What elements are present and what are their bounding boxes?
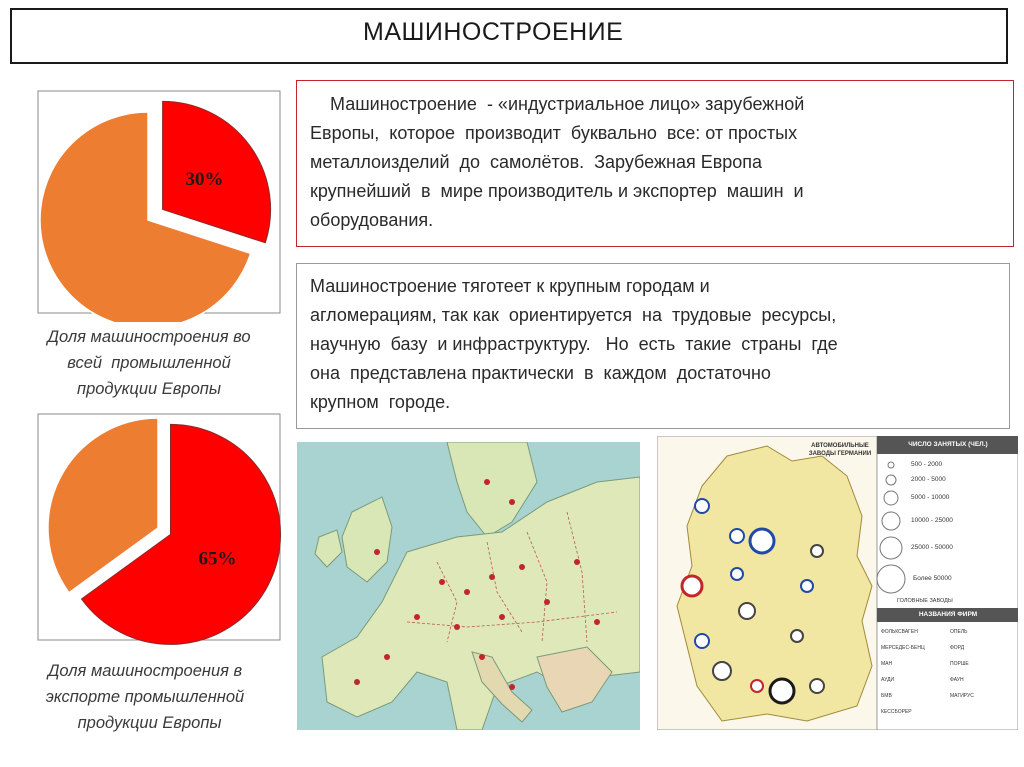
firm-kassbohrer: КЕССБОРЕР	[881, 709, 912, 715]
firm-mercedes: МЕРСЕДЕС-БЕНЦ	[881, 645, 925, 651]
location-text: Машиностроение тяготеет к крупным городам и агломерациям, так как ориентируется на трудовые ресурсы, научную базу и инфраструктуру. Но есть такие страны где она представлена практически в каждом достаточно крупном городе.	[310, 276, 838, 412]
map-germany-land	[677, 446, 872, 721]
data-label-65: 65%	[198, 548, 237, 570]
map-germany-car-plants	[657, 436, 1018, 730]
legend-size-4: 10000 - 25000	[911, 517, 953, 524]
legend-firms-title: НАЗВАНИЯ ФИРМ	[918, 611, 978, 618]
map-germany-title: АВТОМОБИЛЬНЫЕ ЗАВОДЫ ГЕРМАНИИ	[808, 443, 872, 457]
legend-size-5: 25000 - 50000	[911, 544, 953, 551]
pie-chart-export-share	[0, 410, 290, 655]
legend-size-2: 2000 - 5000	[911, 476, 946, 483]
firm-faun: ФАУН	[950, 677, 964, 683]
data-label-30: 30%	[185, 168, 224, 190]
legend-employees-title: ЧИСЛО ЗАНЯТЫХ (ЧЕЛ.)	[908, 441, 988, 448]
firm-opel: ОПЕЛЬ	[950, 629, 968, 635]
caption-industry-share: Доля машиностроения во всей промышленной продукции Европы	[47, 328, 251, 398]
definition-text: Машиностроение - «индустриальное лицо» зарубежной Европы, которое производит буквально все: от простых металлоизделий до самолётов. Зарубежная Европа крупнейший в мире производитель и экспортер машин и оборудования.	[310, 94, 805, 230]
map-europe	[297, 442, 640, 730]
firm-ford: ФОРД	[950, 645, 965, 651]
legend-size-3: 5000 - 10000	[911, 494, 950, 501]
legend-firms-list	[881, 628, 1017, 716]
caption-export-share: Доля машиностроения в экспорте промышленной продукции Европы	[45, 662, 245, 732]
legend-hq: ГОЛОВНЫЕ ЗАВОДЫ	[897, 598, 953, 604]
legend-size-6: Более 50000	[913, 575, 952, 582]
pie-chart-industry-share	[0, 72, 290, 322]
legend-size-1: 500 - 2000	[911, 461, 943, 468]
firm-bmw: БМВ	[881, 693, 892, 699]
page-title: МАШИНОСТРОЕНИЕ	[363, 18, 624, 46]
firm-magirus: МАГИРУС	[950, 693, 974, 699]
firm-porsche: ПОРШЕ	[950, 661, 969, 667]
firm-volkswagen: ФОЛЬКСВАГЕН	[881, 629, 918, 635]
firm-man: МАН	[881, 661, 893, 667]
firm-audi: АУДИ	[881, 677, 895, 683]
